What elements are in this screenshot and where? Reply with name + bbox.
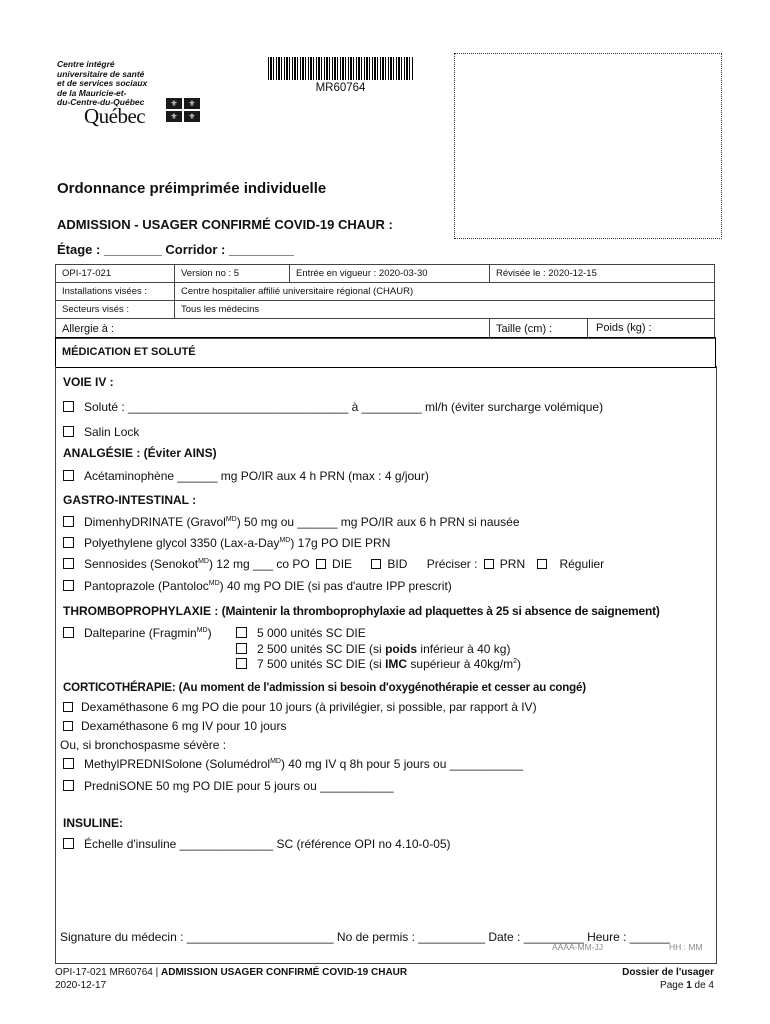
checkbox-dexamethasone-po[interactable] (63, 702, 73, 712)
insulin-heading: INSULINE: (63, 816, 123, 830)
checkbox-bid[interactable] (371, 559, 381, 569)
checkbox-dimenhydrinate[interactable] (63, 516, 74, 527)
height-field[interactable]: Taille (cm) : (496, 322, 553, 335)
regulier-label: Régulier (559, 557, 605, 571)
checkbox-prednisone[interactable] (63, 780, 74, 791)
sectors-value: Tous les médecins (175, 301, 715, 319)
solute-line[interactable]: Soluté : _________________________________ à _________ ml/h (éviter surcharge volémique) (84, 400, 604, 414)
checkbox-dexamethasone-iv[interactable] (63, 721, 73, 731)
allergy-field[interactable]: Allergie à : (56, 319, 490, 339)
dexamethasone-po-line: Dexaméthasone 6 mg PO die pour 10 jours (à privilégier, si possible, par rapport à IV) (81, 700, 537, 714)
checkbox-prn[interactable] (484, 559, 494, 569)
checkbox-dose-5000[interactable] (236, 627, 247, 638)
checkbox-solute[interactable] (63, 401, 74, 412)
installations-label: Installations visées : (56, 283, 175, 301)
checkbox-dalteparine[interactable] (63, 627, 74, 638)
patient-label-area (454, 53, 722, 239)
analgesia-heading: ANALGÉSIE : (Éviter AINS) (63, 446, 217, 460)
corticotherapy-heading: CORTICOTHÉRAPIE: (Au moment de l'admission si besoin d'oxygénothérapie et cesser au congé) (63, 682, 586, 694)
checkbox-dose-7500[interactable] (236, 658, 247, 669)
pantoprazole-line: Pantoprazole (Pantoloc$^{MD}$) 40 mg PO DIE (si pas d'autre IPP prescrit) (84, 579, 452, 593)
barcode-number: MR60764 (315, 82, 366, 94)
checkbox-sennosides[interactable] (63, 558, 74, 569)
checkbox-acetaminophen[interactable] (63, 470, 74, 481)
admission-heading: ADMISSION - USAGER CONFIRMÉ COVID-19 CHAUR : (57, 217, 393, 232)
iv-heading: VOIE IV : (63, 375, 114, 389)
insulin-scale-line[interactable]: Échelle d'insuline ______________ SC (référence OPI no 4.10-0-05) (84, 837, 451, 851)
dose-5000-label: 5 000 unités SC DIE (257, 626, 366, 640)
sectors-label: Secteurs visés : (56, 301, 175, 319)
checkbox-insulin-scale[interactable] (63, 838, 74, 849)
form-title: Ordonnance préimprimée individuelle (57, 180, 327, 197)
methylprednisolone-line[interactable]: MethylPREDNISolone (Solumédrol$^{MD}$) 40 mg IV q 8h pour 5 jours ou ___________ (84, 757, 524, 771)
footer-left: OPI-17-021 MR60764 | ADMISSION USAGER CONFIRMÉ COVID-19 CHAUR 2020-12-17 (55, 967, 408, 991)
date-format-hint: AAAA-MM-JJ (552, 942, 603, 952)
checkbox-regulier[interactable] (537, 559, 547, 569)
dalteparine-label: Dalteparine (Fragmin$^{MD}$) (84, 626, 212, 640)
effective-date: Entrée en vigueur : 2020-03-30 (290, 265, 490, 283)
polyethylene-line: Polyethylene glycol 3350 (Lax-a-Day$^{MD}$) 17g PO DIE PRN (84, 536, 391, 550)
checkbox-pantoprazole[interactable] (63, 580, 74, 591)
thrombo-heading: THROMBOPROPHYLAXIE : (Maintenir la thromboprophylaxie ad plaquettes à 25 si absence de saignement) (63, 604, 660, 618)
revised-date: Révisée le : 2020-12-15 (490, 265, 715, 283)
salin-label: Salin Lock (84, 425, 140, 439)
time-format-hint: HH : MM (669, 942, 703, 952)
opi-code: OPI-17-021 (56, 265, 175, 283)
die-label: DIE (332, 557, 353, 571)
dose-2500-label: 2 500 unités SC DIE (si poids inférieur à 40 kg) (257, 642, 511, 656)
floor-corridor-line[interactable]: Étage : ________ Corridor : _________ (57, 242, 295, 257)
section-header: MÉDICATION ET SOLUTÉ (55, 337, 716, 368)
quebec-logo-text: Québec (84, 104, 146, 128)
footer-right: Dossier de l'usager Page 1 de 4 (622, 967, 714, 991)
acetaminophen-line[interactable]: Acétaminophène ______ mg PO/IR aux 4 h PRN (max : 4 g/jour) (84, 469, 429, 483)
prednisone-line[interactable]: PredniSONE 50 mg PO DIE pour 5 jours ou ___________ (84, 779, 394, 793)
checkbox-salin[interactable] (63, 426, 74, 437)
barcode (268, 57, 413, 80)
dose-7500-label: 7 500 unités SC DIE (si IMC supérieur à $40kg/m^2$) (257, 657, 522, 671)
checkbox-methylprednisolone[interactable] (63, 758, 74, 769)
installations-value: Centre hospitalier affilié universitaire régional (CHAUR) (175, 283, 715, 301)
checkbox-polyethylene-glycol[interactable] (63, 537, 74, 548)
weight-field[interactable]: Poids (kg) : (587, 319, 714, 338)
checkbox-dose-2500[interactable] (236, 643, 247, 654)
prn-label: PRN (499, 557, 526, 571)
organization-name: Centre intégré universitaire de santé et de services sociaux de la Mauricie-et- du-Centre-du-Québec (57, 59, 148, 108)
quebec-flag-icon: ⚜ ⚜ ⚜ ⚜ (166, 98, 200, 122)
metadata-table (55, 264, 715, 339)
bid-label: BID (387, 557, 408, 571)
sennosides-line[interactable]: Sennosides (Senokot$^{MD}$) 12 mg ___ co PO (84, 557, 310, 571)
gastro-heading: GASTRO-INTESTINAL : (63, 493, 197, 507)
signature-line[interactable]: Signature du médecin : ______________________ No de permis : __________ Date : _________ Heure : ______ (60, 930, 670, 944)
checkbox-die[interactable] (316, 559, 326, 569)
version: Version no : 5 (175, 265, 290, 283)
dimenhydrinate-line[interactable]: DimenhyDRINATE (Gravol$^{MD}$) 50 mg ou ______ mg PO/IR aux 6 h PRN si nausée (84, 515, 520, 529)
preciser-label: Préciser : (426, 557, 478, 571)
dexamethasone-iv-line: Dexaméthasone 6 mg IV pour 10 jours (81, 719, 287, 733)
bronchospasm-label: Ou, si bronchospasme sévère : (60, 738, 227, 752)
